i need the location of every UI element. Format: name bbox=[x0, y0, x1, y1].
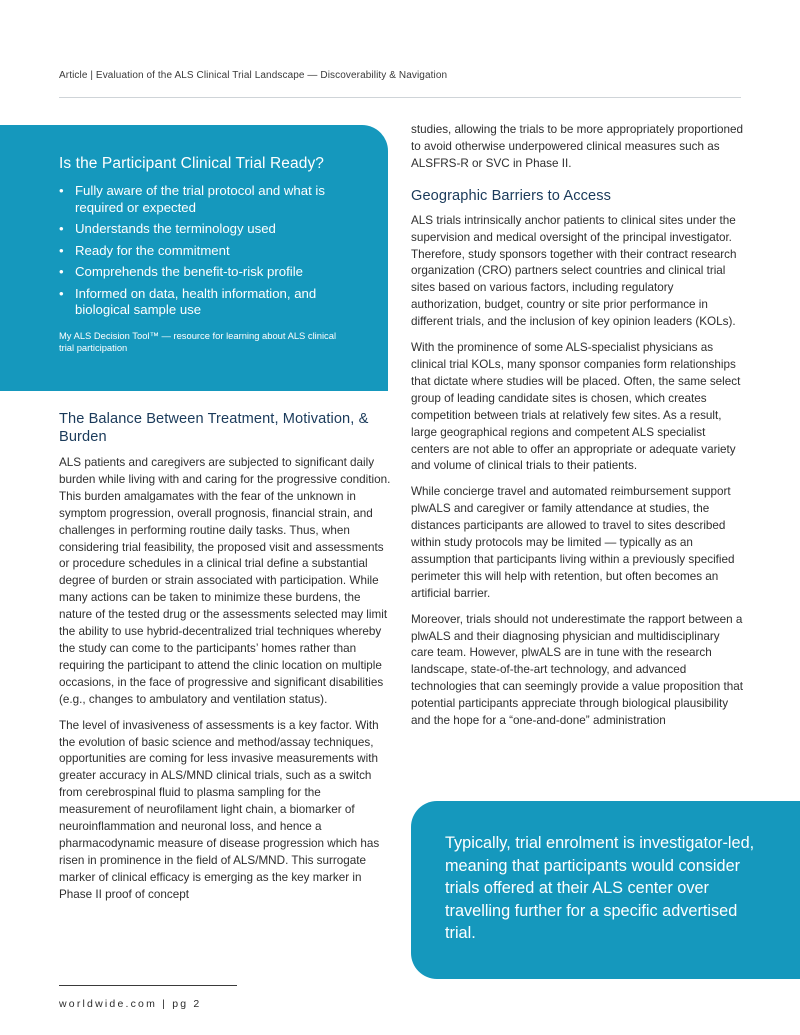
list-item-text: Ready for the commitment bbox=[75, 242, 230, 258]
list-item bbox=[59, 221, 359, 238]
right-column bbox=[411, 122, 743, 739]
bullet-icon: • bbox=[59, 285, 64, 301]
bullet-icon: • bbox=[59, 221, 64, 236]
page-footer: worldwide.com | pg 2 bbox=[59, 998, 202, 1010]
list-item bbox=[59, 264, 359, 281]
callout-source-note: My ALS Decision Tool™ — resource for learning about ALS clinical trial participation bbox=[59, 330, 337, 353]
body-paragraph: ALS trials intrinsically anchor patients to clinical sites under the supervision and medical oversight of the principal investigator. Therefore, study sponsors together with their contract research organization (CRO) partners select countries and clinical trial sites based on various factors, including regulatory authorization, budget, country or site prior performance in different trials, and the inclusion of key opinion leaders (KOLs). bbox=[411, 213, 737, 329]
list-item bbox=[59, 243, 359, 260]
callout-title: Is the Participant Clinical Trial Ready? bbox=[59, 155, 325, 172]
body-paragraph: While concierge travel and automated reimbursement support plwALS and caregiver or family attendance at studies, the distances participants are allowed to travel to sites described within study protocols may be limited — typically as an assumption that participants living within a previously specified perimeter this will help with retention, but often becomes an artificial barrier. bbox=[411, 485, 735, 600]
body-paragraph: The level of invasiveness of assessments is a key factor. With the evolution of basic science and method/assay techniques, opportunities are coming for less invasive measurements with greater accuracy in ALS/MND clinical trials, such as a switch from cerebrospinal fluid to plasma sampling for the measurement of neurofilament light chain, a biomarker of neuroinflammation and neuronal loss, and hence a pharmacodynamic measure of disease progression which has risen in prominence in the field of ALS/MND. This surrogate marker of clinical efficacy is emerging as the key marker in Phase II proof of concept bbox=[59, 718, 380, 901]
bullet-icon: • bbox=[59, 183, 64, 198]
pull-quote-box bbox=[411, 801, 800, 979]
list-item-text: Understands the terminology used bbox=[75, 221, 276, 236]
list-item-text: Comprehends the benefit-to-risk profile bbox=[75, 264, 303, 279]
footer-divider bbox=[59, 985, 237, 986]
bullet-icon: • bbox=[59, 242, 64, 258]
running-header: Article | Evaluation of the ALS Clinical Trial Landscape — Discoverability & Navigation bbox=[59, 70, 448, 81]
list-item-text: Fully aware of the trial protocol and what is required or expected bbox=[75, 183, 325, 215]
readiness-checklist bbox=[59, 183, 359, 324]
section-heading-balance: The Balance Between Treatment, Motivation, & Burden bbox=[59, 411, 369, 445]
continued-paragraph: studies, allowing the trials to be more appropriately proportioned to avoid otherwise underpowered clinical measures such as ALSFRS-R or SVC in Phase II. bbox=[411, 123, 743, 170]
header-divider bbox=[59, 97, 741, 98]
pull-quote-text: Typically, trial enrolment is investigator-led, meaning that participants would consider trials offered at their ALS center over travelling further for a specific advertised trial. bbox=[445, 834, 755, 942]
body-paragraph: With the prominence of some ALS-specialist physicians as clinical trial KOLs, many sponsor companies form relationships that dictate where studies will be placed. Often, the same select group of leading candidate sites is chosen, which creates competition between trials at relatively few sites. As a result, large geographical regions and competent ALS specialist centers are not able to offer an appropriate or adequate variety and volume of clinical trials to their patients. bbox=[411, 341, 741, 473]
list-item-text: Informed on data, health information, and biological sample use bbox=[75, 285, 317, 317]
list-item bbox=[59, 286, 359, 319]
body-paragraph: Moreover, trials should not underestimate the rapport between a plwALS and their diagnosing physician and multidisciplinary care team. However, plwALS are in tune with the research landscape, state-of-the-art technology, and advanced technologies that can seemingly provide a value proposition that potential participants appreciate through biological plausibility and the hope for a “one-and-done” administration bbox=[411, 612, 744, 728]
left-column bbox=[59, 410, 391, 913]
section-heading-geographic: Geographic Barriers to Access bbox=[411, 187, 612, 204]
list-item bbox=[59, 183, 359, 216]
body-paragraph: ALS patients and caregivers are subjected to significant daily burden while living with and caring for the progressive condition. This burden amalgamates with the fear of the unknown in symptom progression, overall prognosis, financial strain, and challenges in performing routine daily tasks. Thus, when considering trial feasibility, the proposed visit and assessments or procedure schedules in a clinical trial define a substantial degree of burden or strain associated with participation. While many actions can be taken to minimize these burdens, the nature of the tested drug or the assessments selected may limit the ability to use hybrid-decentralized trial techniques whereby the study can come to the participants’ homes rather than requiring the participant to attend the clinic location on multiple occasions, in the face of progressive and significant disabilities (e.g., changes to ambulatory and ventilation status). bbox=[59, 456, 391, 706]
bullet-icon: • bbox=[59, 264, 64, 279]
readiness-callout-box bbox=[0, 125, 388, 391]
